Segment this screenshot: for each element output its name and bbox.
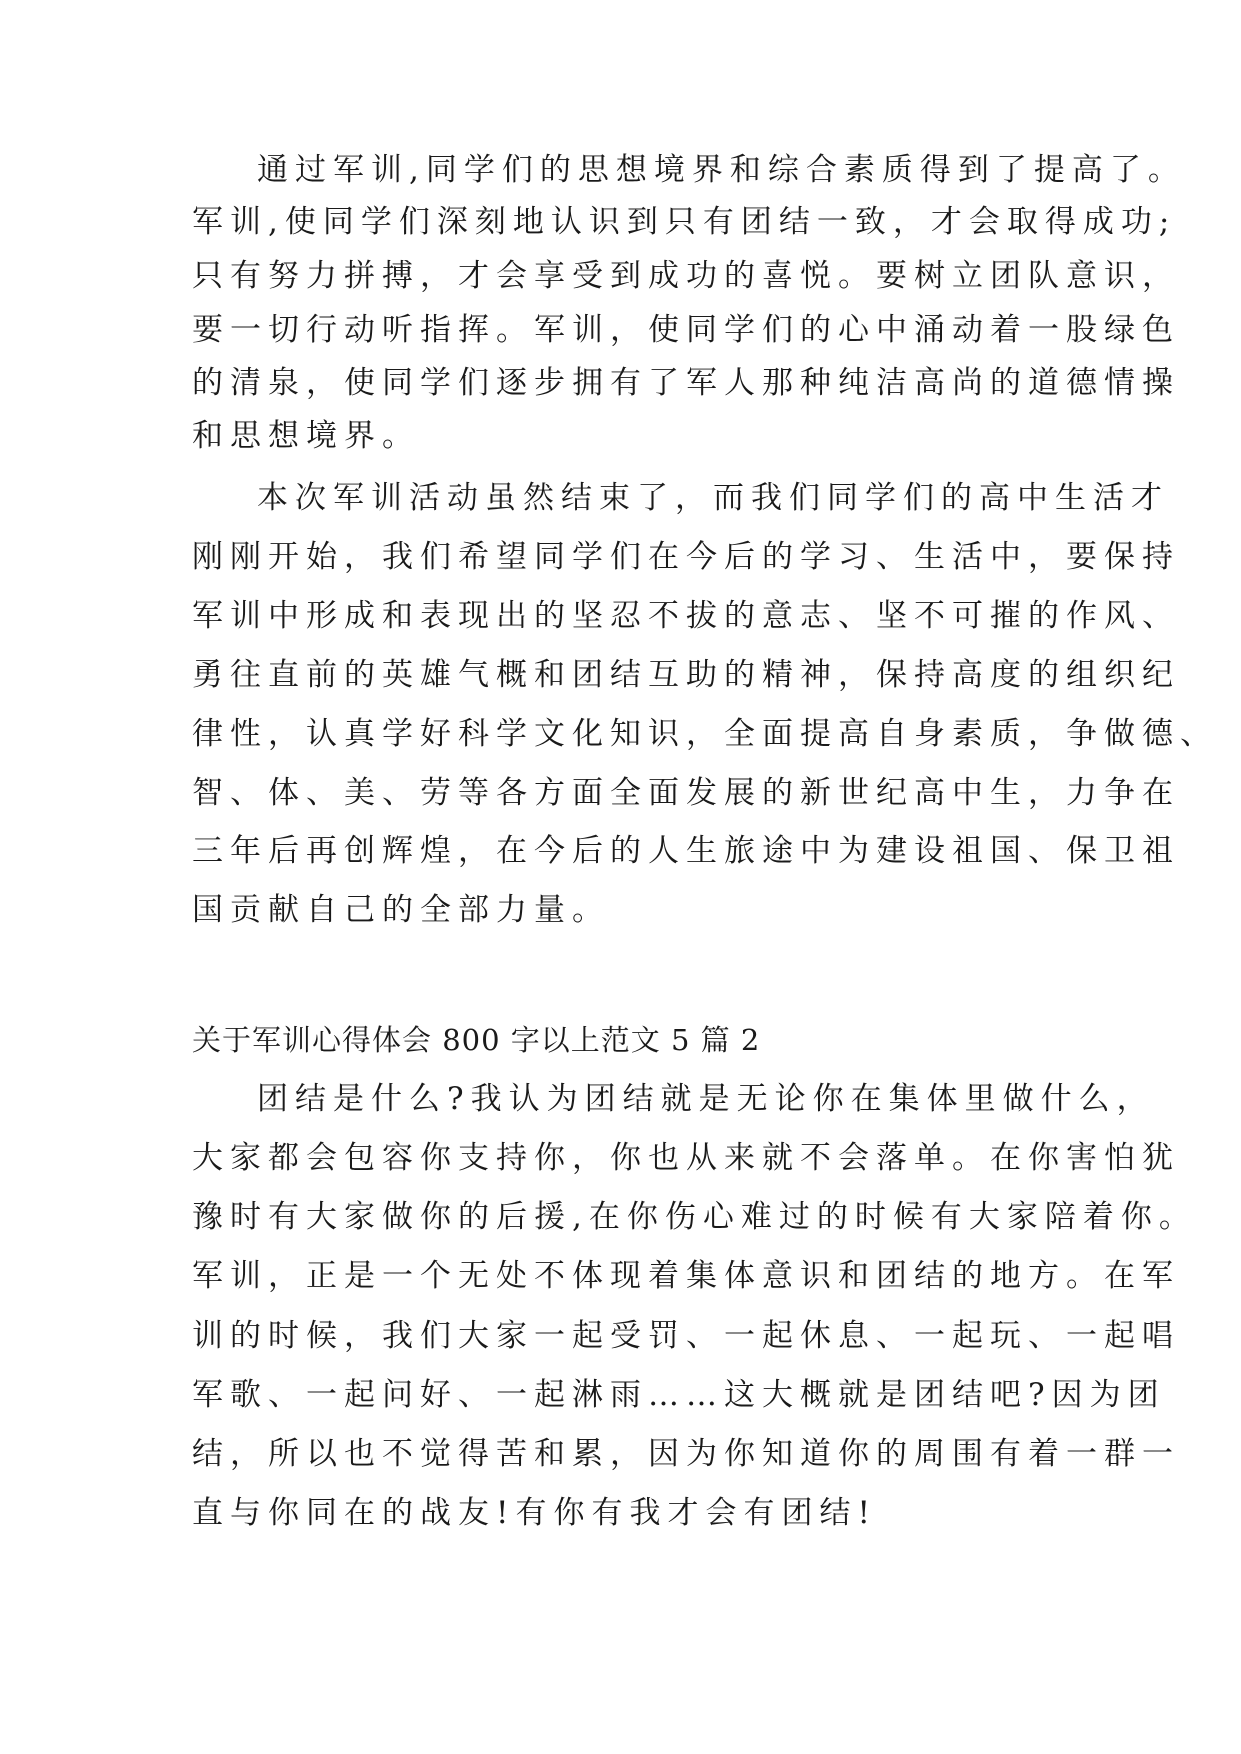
- paragraph-3-line-2: 大家都会包容你支持你，你也从来就不会落单。在你害怕犹: [192, 1140, 1180, 1176]
- paragraph-1-line-2: 军训,使同学们深刻地认识到只有团结一致，才会取得成功;: [192, 204, 1177, 240]
- paragraph-2-line-1: 本次军训活动虽然结束了，而我们同学们的高中生活才: [257, 480, 1169, 516]
- paragraph-2-line-3: 军训中形成和表现出的坚忍不拔的意志、坚不可摧的作风、: [192, 598, 1180, 634]
- paragraph-1-line-4: 要一切行动听指挥。军训，使同学们的心中涌动着一股绿色: [192, 312, 1180, 348]
- paragraph-1-line-3: 只有努力拼搏，才会享受到成功的喜悦。要树立团队意识，: [192, 258, 1180, 294]
- paragraph-3-line-8: 直与你同在的战友!有你有我才会有团结!: [192, 1495, 877, 1531]
- paragraph-3-line-7: 结，所以也不觉得苦和累，因为你知道你的周围有着一群一: [192, 1436, 1180, 1472]
- paragraph-3-line-1: 团结是什么?我认为团结就是无论你在集体里做什么，: [257, 1081, 1155, 1117]
- paragraph-3-line-4: 军训，正是一个无处不体现着集体意识和团结的地方。在军: [192, 1258, 1180, 1294]
- paragraph-3-line-5: 训的时候，我们大家一起受罚、一起休息、一起玩、一起唱: [192, 1318, 1180, 1354]
- paragraph-1-line-1: 通过军训,同学们的思想境界和综合素质得到了提高了。: [257, 152, 1186, 188]
- paragraph-2-line-6: 智、体、美、劳等各方面全面发展的新世纪高中生，力争在: [192, 775, 1180, 811]
- paragraph-2-line-4: 勇往直前的英雄气概和团结互助的精神，保持高度的组织纪: [192, 657, 1180, 693]
- paragraph-3-line-3: 豫时有大家做你的后援,在你伤心难过的时候有大家陪着你。: [192, 1199, 1197, 1235]
- paragraph-2-line-8: 国贡献自己的全部力量。: [192, 892, 610, 928]
- paragraph-1-line-6: 和思想境界。: [192, 418, 420, 454]
- section-title: 关于军训心得体会 800 字以上范文 5 篇 2: [192, 1023, 761, 1057]
- paragraph-3-line-6: 军歌、一起问好、一起淋雨……这大概就是团结吧?因为团: [192, 1377, 1166, 1413]
- paragraph-2-line-5: 律性，认真学好科学文化知识，全面提高自身素质，争做德、: [192, 716, 1218, 752]
- paragraph-1-line-5: 的清泉，使同学们逐步拥有了军人那种纯洁高尚的道德情操: [192, 365, 1180, 401]
- paragraph-2-line-7: 三年后再创辉煌，在今后的人生旅途中为建设祖国、保卫祖: [192, 833, 1180, 869]
- paragraph-2-line-2: 刚刚开始，我们希望同学们在今后的学习、生活中，要保持: [192, 539, 1180, 575]
